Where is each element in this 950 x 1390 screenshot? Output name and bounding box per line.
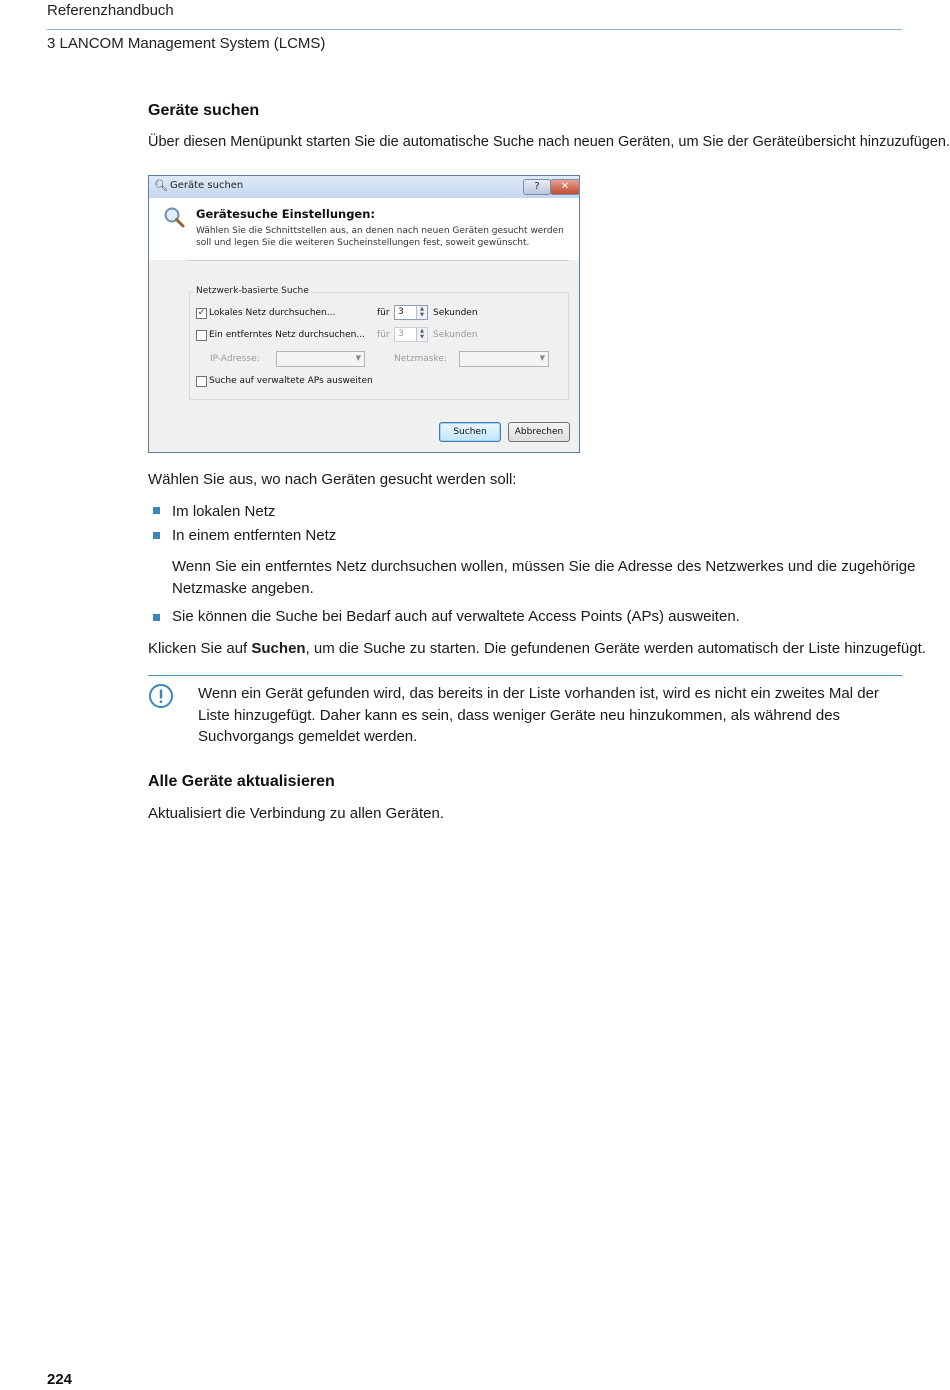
magnifier-icon (163, 206, 185, 228)
local-for-label: für (377, 308, 390, 318)
search-button[interactable]: Suchen (439, 422, 501, 442)
list-item-remote: In einem entfernten Netz (172, 527, 337, 544)
local-seconds-spinner[interactable] (394, 305, 428, 320)
local-seconds-unit: Sekunden (433, 308, 478, 318)
local-seconds-value: 3 (398, 307, 404, 317)
remote-note-line1: Wenn Sie ein entferntes Netz durchsuchen wollen, müssen Sie die Adresse des Netzwerkes und die zugehörige (172, 558, 916, 575)
section2-text: Aktualisiert die Verbindung zu allen Geräten. (148, 805, 445, 822)
choose-text: Wählen Sie aus, wo nach Geräten gesucht werden soll: (148, 471, 517, 488)
netmask-combo[interactable] (459, 351, 549, 367)
list-item-local: Im lokalen Netz (172, 503, 276, 520)
remote-network-checkbox[interactable] (196, 330, 207, 341)
remote-seconds-unit: Sekunden (433, 330, 478, 340)
bullet-square-icon (153, 507, 160, 514)
chevron-down-icon: ▼ (355, 354, 361, 362)
click-instruction (148, 640, 926, 657)
click-suffix: , um die Suche zu starten. Die gefundenen Geräte werden automatisch der Liste hinzugefügt. (305, 640, 926, 657)
managed-aps-label: Suche auf verwaltete APs ausweiten (209, 376, 373, 386)
note-rule (148, 675, 902, 676)
dialog-header-panel (149, 198, 579, 260)
running-header-chapter: 3 LANCOM Management System (LCMS) (47, 35, 326, 52)
header-rule (47, 29, 902, 30)
notice-icon (148, 683, 174, 709)
cancel-button[interactable]: Abbrechen (508, 422, 570, 442)
group-label: Netzwerk-basierte Suche (196, 286, 309, 296)
note-text: Wenn ein Gerät gefunden wird, das bereits in der Liste vorhanden ist, wird es nicht ein zweites Mal der Liste hinzugefügt. Daher kann es sein, dass weniger Geräte neu hinzukommen, als während des Suchvorgangs gemeldet werden. (198, 685, 879, 745)
section-heading-alle-geraete: Alle Geräte aktualisieren (148, 773, 335, 790)
close-button[interactable]: ✕ (550, 179, 580, 195)
search-icon: 🔍︎ (154, 179, 168, 192)
remote-seconds-value: 3 (398, 329, 404, 339)
section-intro: Über diesen Menüpunkt starten Sie die automatische Suche nach neuen Geräten, um Sie der Geräteübersicht hinzuzufügen. (148, 134, 950, 150)
managed-aps-checkbox[interactable] (196, 376, 207, 387)
ip-address-combo[interactable] (276, 351, 365, 367)
list-item-aps: Sie können die Suche bei Bedarf auch auf verwaltete Access Points (APs) ausweiten. (172, 608, 740, 625)
page-number: 224 (47, 1371, 73, 1388)
local-network-checkbox[interactable]: ✓ (197, 308, 206, 318)
remote-note-line2: Netzmaske angeben. (172, 580, 314, 597)
dialog-title: Geräte suchen (170, 180, 244, 191)
dialog-titlebar[interactable] (149, 176, 579, 199)
click-prefix: Klicken Sie auf (148, 640, 252, 657)
dialog-screenshot (148, 175, 580, 453)
click-bold-suchen: Suchen (251, 640, 306, 657)
ip-address-label: IP-Adresse: (210, 354, 260, 364)
bullet-square-icon (153, 614, 160, 621)
spinner-arrows-icon[interactable]: ▲ ▼ (416, 328, 427, 341)
chevron-down-icon: ▼ (539, 354, 545, 362)
dialog-description: Wählen Sie die Schnittstellen aus, an denen nach neuen Geräten gesucht werden soll und legen Sie die weiteren Sucheinstellungen fest, soweit gewünscht. (196, 226, 564, 248)
section-heading-geraete-suchen: Geräte suchen (148, 102, 260, 119)
netmask-label: Netzmaske: (394, 354, 447, 364)
dialog-separator (187, 260, 569, 261)
spinner-arrows-icon[interactable]: ▲ ▼ (416, 306, 427, 319)
remote-for-label: für (377, 330, 390, 340)
running-header-title: Referenzhandbuch (47, 2, 174, 19)
remote-seconds-spinner[interactable] (394, 327, 428, 342)
bullet-square-icon (153, 532, 160, 539)
local-network-label: Lokales Netz durchsuchen... (209, 308, 336, 318)
dialog-heading: Gerätesuche Einstellungen: (196, 207, 376, 221)
help-button[interactable]: ? (523, 179, 551, 195)
remote-network-label: Ein entferntes Netz durchsuchen... (209, 330, 365, 340)
